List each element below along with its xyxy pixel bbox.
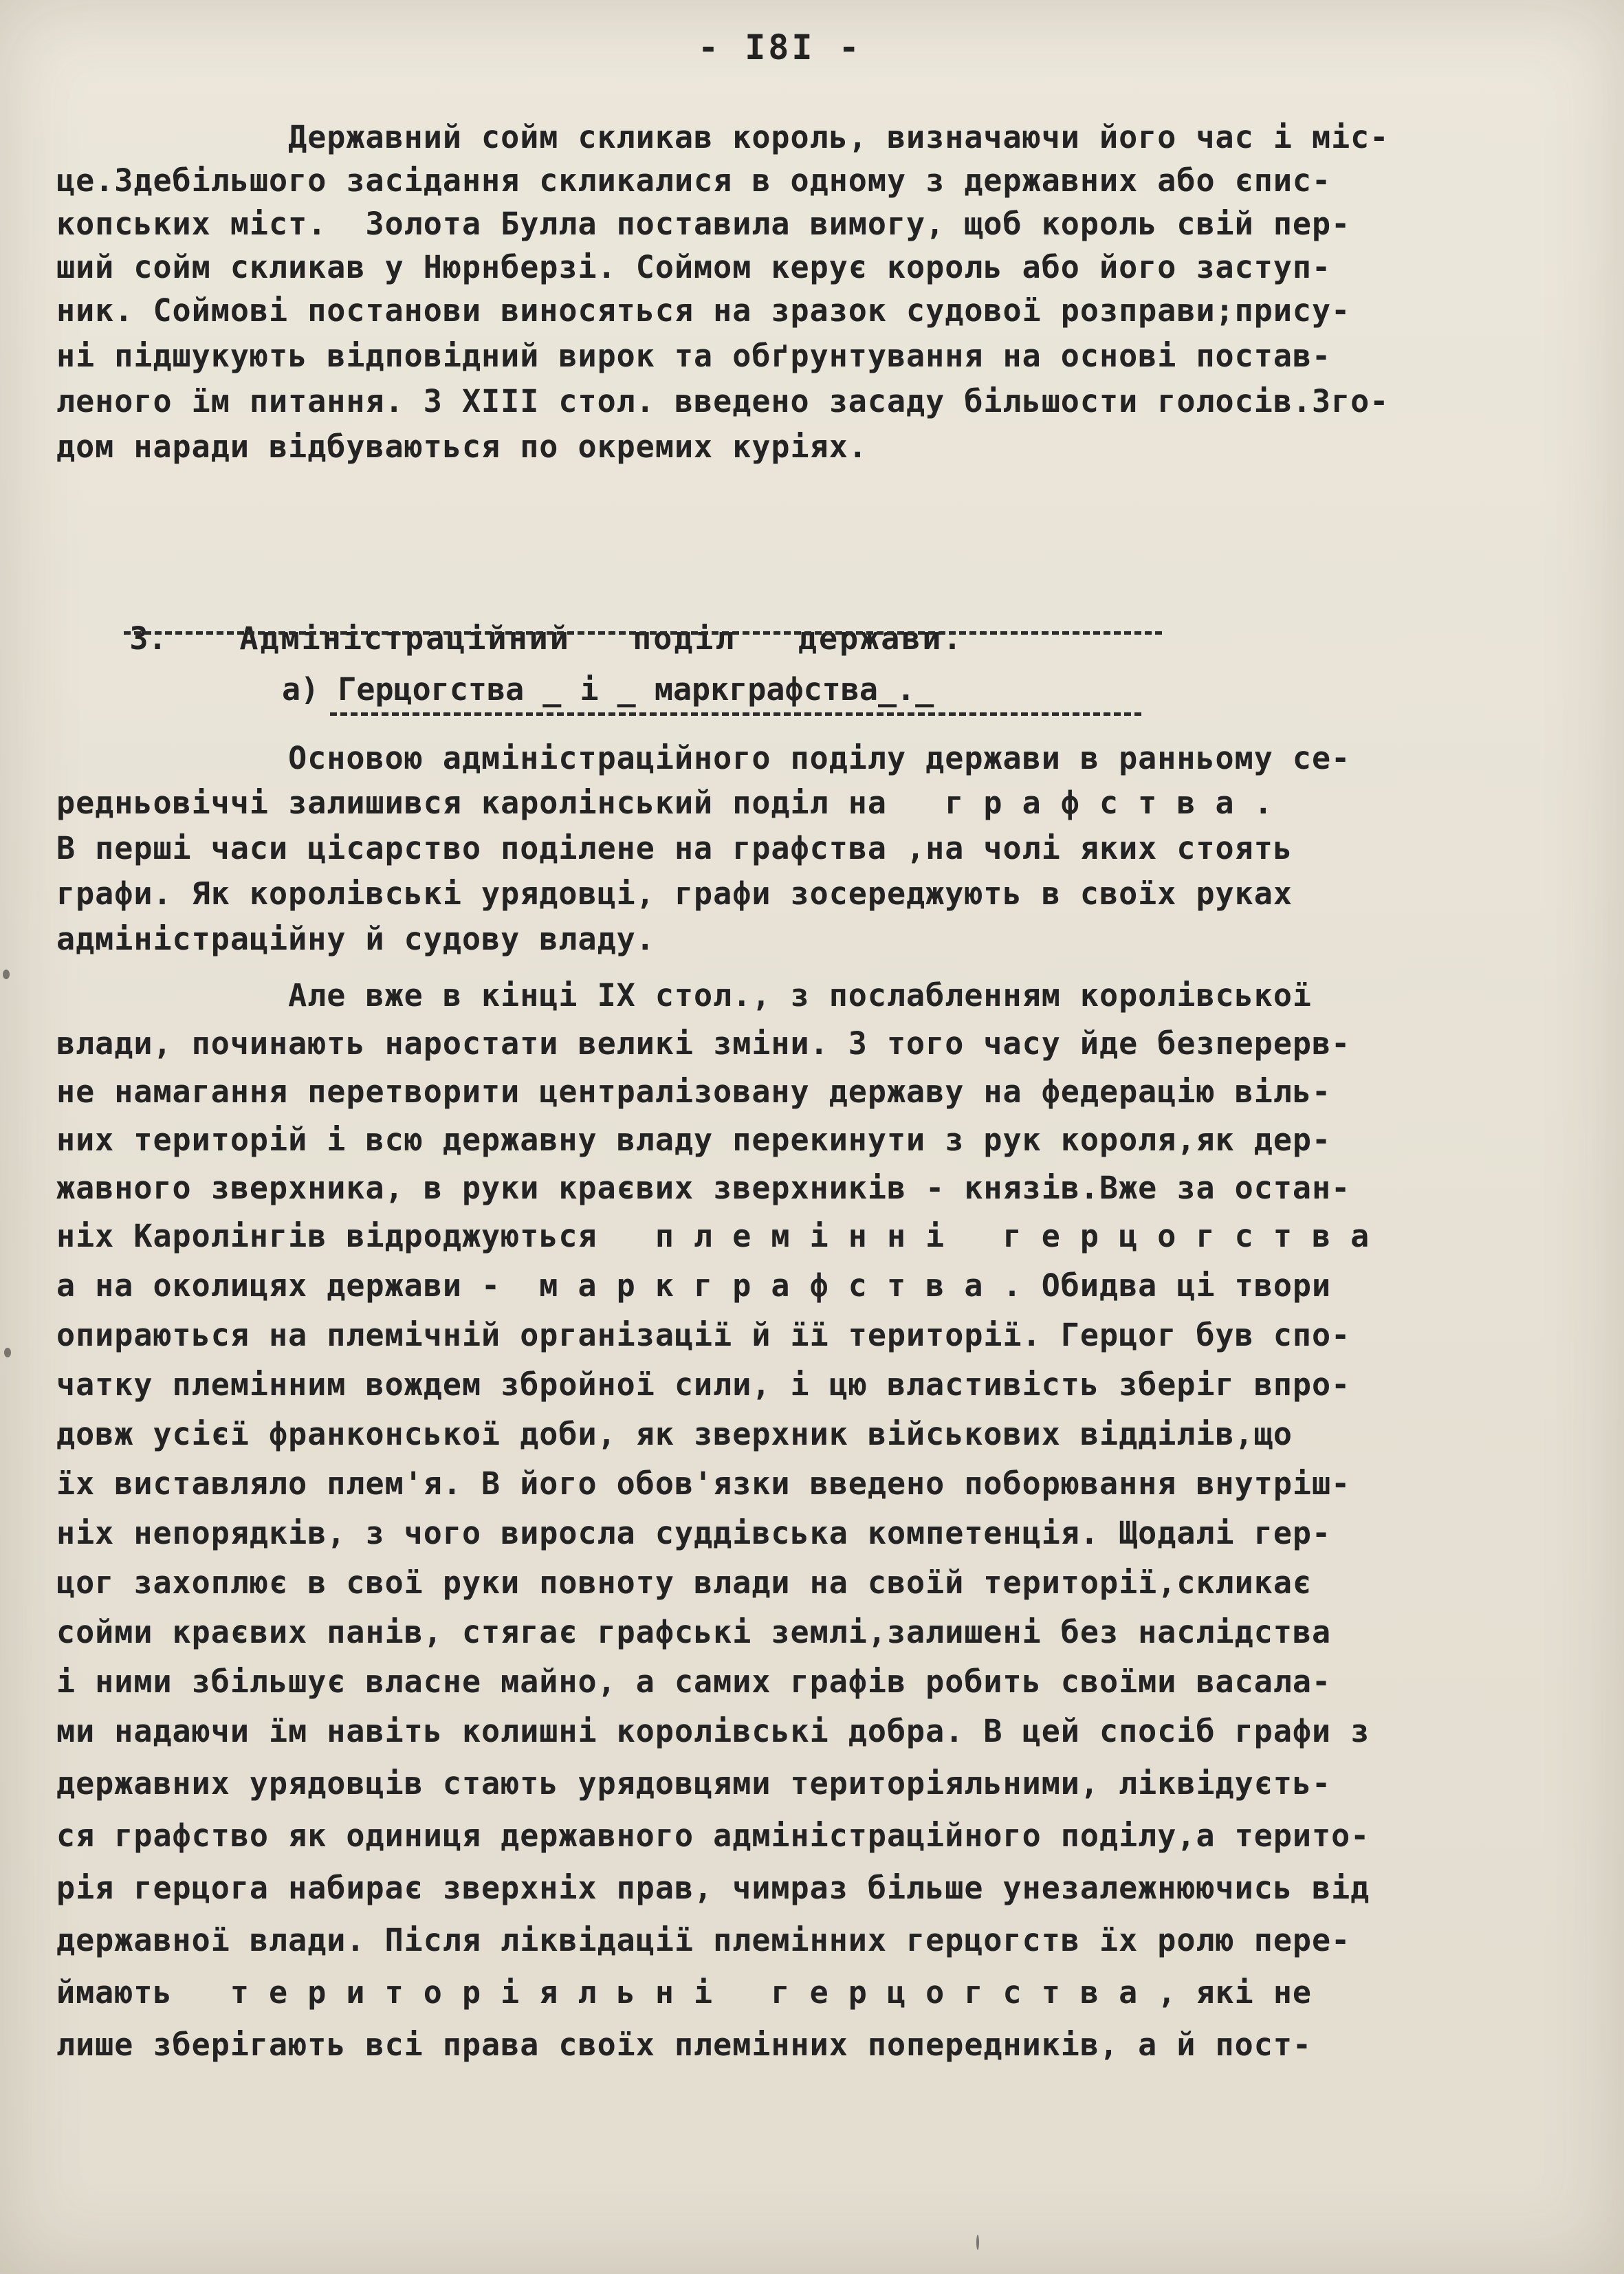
text-line: жавного зверхника, в руки краєвих зверхників - князів.Вже за остан- [56,1170,1351,1206]
text-line: це.Здебільшого засідання скликалися в одному з державних або єпис- [56,162,1332,199]
text-line: ніх Каролінгів відроджуються п л е м і н н і г е р ц о г с т в а [56,1218,1370,1254]
text-line: ймають т е р и т о р і я л ь н і г е р ц о г с т в а , які не [56,1974,1312,2011]
section-title: Адміністраційний поділ держави. [239,620,964,657]
ink-mark [4,1348,11,1357]
text-line: ні підшукують відповідний вирок та обґрунтування на основі постав- [56,338,1332,374]
text-line: державної влади. Після ліквідації племінних герцогств їх ролю пере- [56,1922,1351,1958]
text-line: ніх непорядків, з чого виросла суддівська компетенція. Щодалі гер- [56,1515,1332,1551]
text-line: Основою адміністраційного поділу держави в ранньому се- [56,740,1351,776]
text-line: дом наради відбуваються по окремих куріях. [56,428,868,465]
text-line: ся графство як одиниця державного адміністраційного поділу,а терито- [56,1817,1370,1854]
text-line: опираються на племічній організації й її території. Герцог був спо- [56,1317,1351,1353]
text-line: В перші часи цісарство поділене на графства ,на чолі яких стоять [56,830,1293,866]
subsection-underline [330,712,1141,716]
text-line: сойми краєвих панів, стягає графські землі,залишені без наслідства [56,1614,1332,1650]
section-rule [124,631,1162,635]
text-line: Державний сойм скликав король, визначаючи його час і міс- [56,119,1390,155]
text-line: адміністраційну й судову владу. [56,921,655,957]
section-number: 3. [129,620,167,657]
text-line: довж усієї франконської доби, як зверхник військових відділів,що [56,1416,1293,1452]
text-line: леного їм питання. З XIII стол. введено засаду більшости голосів.Зго- [56,383,1390,419]
text-line: редньовіччі залишився каролінський поділ на г р а ф с т в а . [56,785,1273,821]
text-line: лише зберігають всі права своїх племінних попередників, а й пост- [56,2026,1312,2063]
text-line: ший сойм скликав у Нюрнберзі. Соймом керує король або його заступ- [56,249,1332,285]
text-line: не намагання перетворити централізовану державу на федерацію віль- [56,1073,1332,1110]
subsection-heading: а) Герцогства _ і _ маркграфства_._ [282,671,934,708]
text-line: і ними збільшує власне майно, а самих графів робить своїми васала- [56,1663,1332,1700]
text-line: графи. Як королівські урядовці, графи зосереджують в своїх руках [56,875,1293,912]
text-line: цог захоплює в свої руки повноту влади на своїй території,скликає [56,1564,1312,1601]
text-line: державних урядовців стають урядовцями територіяльними, ліквідуєть- [56,1765,1332,1802]
text-line: їх виставляло плем'я. В його обов'язки введено поборювання внутріш- [56,1465,1351,1502]
text-line: Але вже в кінці IX стол., з послабленням королівської [56,977,1312,1014]
text-line: рія герцога набирає зверхніх прав, чимраз більше унезалежнюючись від [56,1870,1370,1906]
text-line: чатку племінним вождем збройної сили, і цю властивість зберіг впро- [56,1366,1351,1403]
text-line: ник. Соймові постанови виносяться на зразок судової розправи;прису- [56,292,1351,329]
page-number: - I8I - [698,28,862,67]
text-line: ми надаючи їм навіть колишні королівські добра. В цей спосіб графи з [56,1713,1370,1749]
ink-mark [3,970,10,979]
text-line: влади, починають наростати великі зміни. З того часу йде безперерв- [56,1025,1351,1062]
ink-mark [976,2235,979,2250]
text-line: а на околицях держави - м а р к г р а ф с т в а . Обидва ці твори [56,1267,1332,1304]
text-line: них територій і всю державну владу перекинути з рук короля,як дер- [56,1122,1332,1158]
text-line: копських міст. Золота Булла поставила вимогу, щоб король свій пер- [56,206,1351,242]
